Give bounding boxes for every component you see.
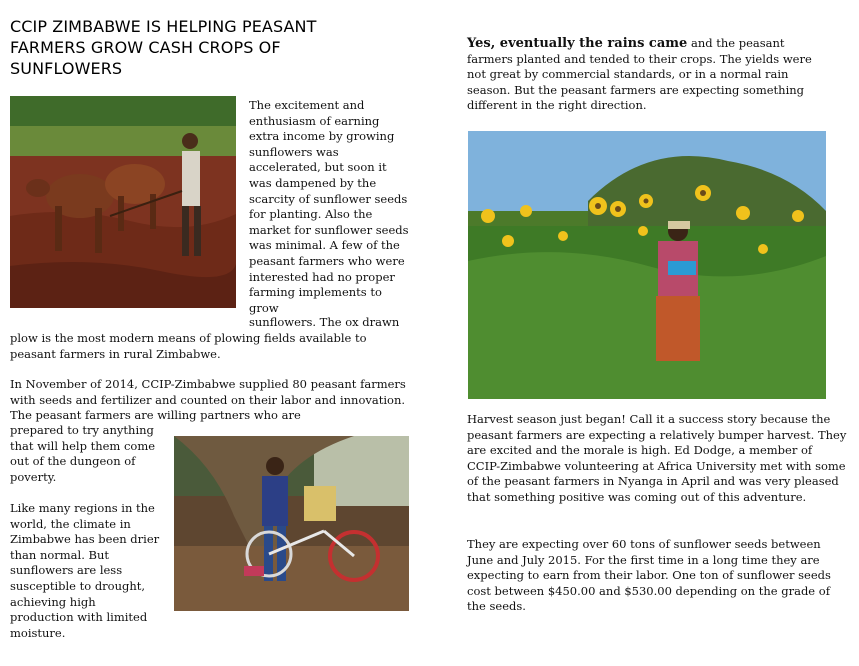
right-para1-rest: and the peasant farmers planted and tended to their crops. The yields were not great by commercial standards, or in a normal rain season. But the peasant farmers are expecting something different in the right direction. [467, 36, 812, 113]
right-para1-lead: Yes, eventually the rains came [467, 36, 688, 51]
left-para1-tail-indent: sunflowers. The ox drawn [249, 315, 400, 329]
left-para2-wrapped: prepared to try anything that will help them come out of the dungeon of poverty. [10, 423, 156, 484]
article-title: CCIP ZIMBABWE IS HELPING PEASANT FARMERS GROW CASH CROPS OF SUNFLOWERS [10, 17, 317, 78]
left-para2: In November of 2014, CCIP-Zimbabwe supplied 80 peasant farmers with seeds and fertilizer and counted on their labor and innovation. The peasant farmers are willing partners who are [10, 377, 406, 423]
farmer-bicycle-photo [174, 436, 409, 611]
sunflower-field-photo [468, 131, 826, 399]
right-para2: Harvest season just began! Call it a success story because the peasant farmers are expecting a relatively bumper harvest. They are excited and the morale is high. Ed Dodge, a member of CCIP-Zimbabwe volunteering at Africa University met with some of the peasant farmers in Nyanga in April and was very pleased that something positive was coming out of this adventure. [467, 412, 847, 504]
left-para3: Like many regions in the world, the climate in Zimbabwe has been drier than normal. But sunflowers are less susceptible to drought, achieving high production with limited moisture. [10, 501, 160, 640]
left-para1-wrapped: The excitement and enthusiasm of earning extra income by growing sunflowers was accelerated, but soon it was dampened by the scarcity of sunflower seeds for planting. Also the market for sunflower seeds was minimal. A few of the peasant farmers who were interested had no proper farming implements to grow [249, 98, 409, 315]
ox-plow-photo [10, 96, 236, 308]
right-para1 [467, 36, 832, 114]
right-para3: They are expecting over 60 tons of sunflower seeds between June and July 2015. For the first time in a long time they are expecting to earn from their labor. One ton of sunflower seeds cost between $450.00 and $530.00 depending on the grade of the seeds. [467, 537, 831, 614]
left-para1-tail: plow is the most modern means of plowing fields available to peasant farmers in rural Zimbabwe. [10, 331, 367, 361]
